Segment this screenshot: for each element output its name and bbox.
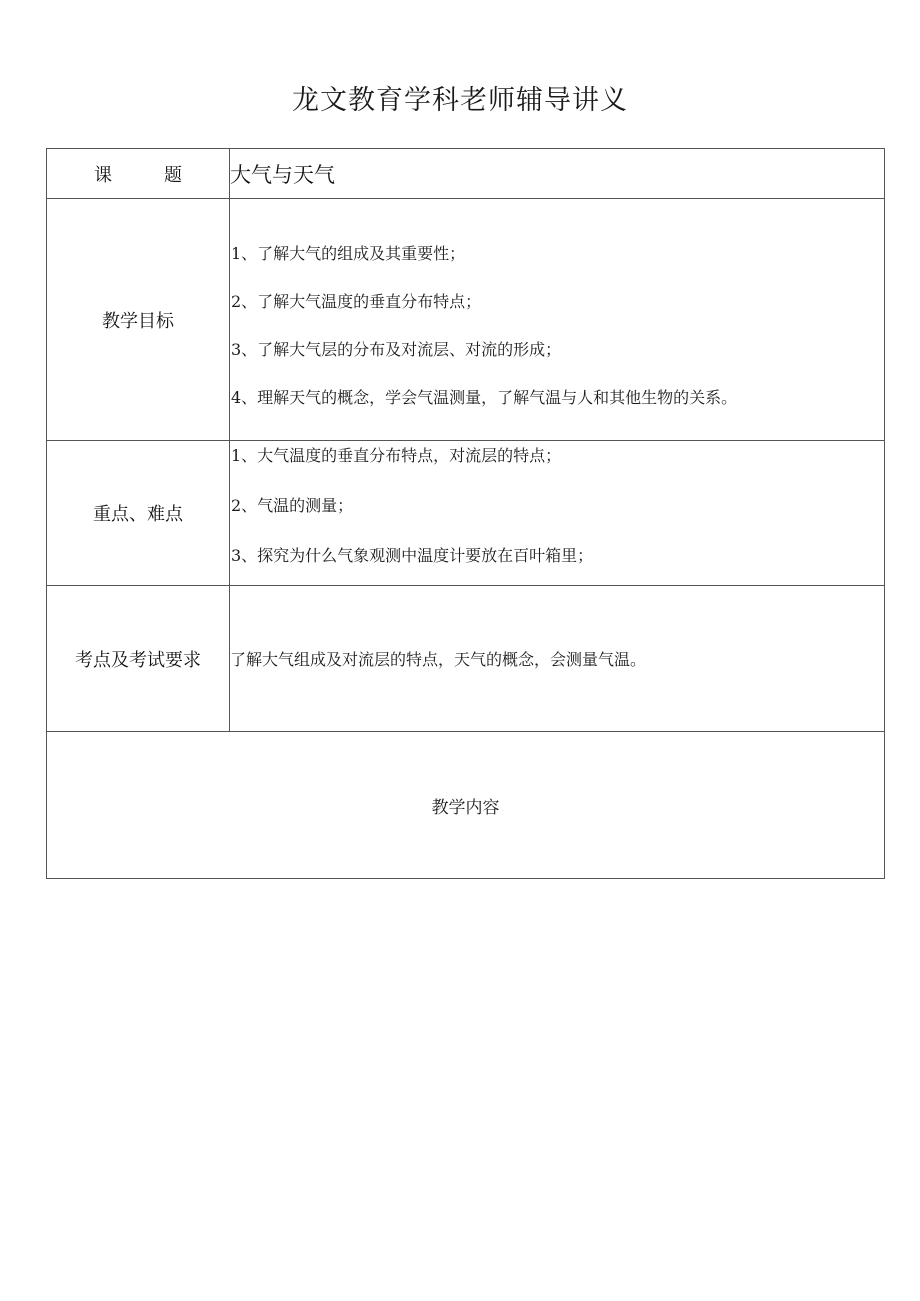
- objectives-row: [47, 199, 885, 441]
- lesson-plan-table: [46, 148, 885, 879]
- keypoint-item: 3、探究为什么气象观测中温度计要放在百叶箱里；: [231, 546, 594, 565]
- topic-label: [47, 149, 230, 199]
- content-row: [47, 732, 885, 879]
- keypoint-item: 1、大气温度的垂直分布特点，对流层的特点；: [231, 446, 562, 465]
- objectives-label: 教学目标: [47, 199, 230, 441]
- topic-row: [47, 149, 885, 199]
- keypoint-item: 2、气温的测量；: [231, 496, 354, 515]
- objectives-cell: [230, 199, 885, 441]
- topic-value: 大气与天气: [230, 149, 885, 199]
- keypoints-row: [47, 441, 885, 586]
- document-title: 龙文教育学科老师辅导讲义: [292, 85, 628, 116]
- objective-item: 3、了解大气层的分布及对流层、对流的形成；: [231, 339, 562, 359]
- objective-item: 2、了解大气温度的垂直分布特点；: [231, 291, 482, 311]
- objective-item: 4、理解天气的概念，学会气温测量，了解气温与人和其他生物的关系。: [231, 387, 738, 407]
- exam-label: 考点及考试要求: [47, 586, 230, 732]
- teaching-content-label: 教学内容: [47, 732, 885, 879]
- topic-label-left: 课: [94, 164, 112, 186]
- topic-label-right: 题: [164, 164, 182, 186]
- exam-row: [47, 586, 885, 732]
- objective-item: 1、了解大气的组成及其重要性；: [231, 243, 466, 263]
- exam-requirements: 了解大气组成及对流层的特点，天气的概念，会测量气温。: [230, 586, 885, 732]
- keypoints-cell: [230, 441, 885, 586]
- keypoints-label: 重点、难点: [47, 441, 230, 586]
